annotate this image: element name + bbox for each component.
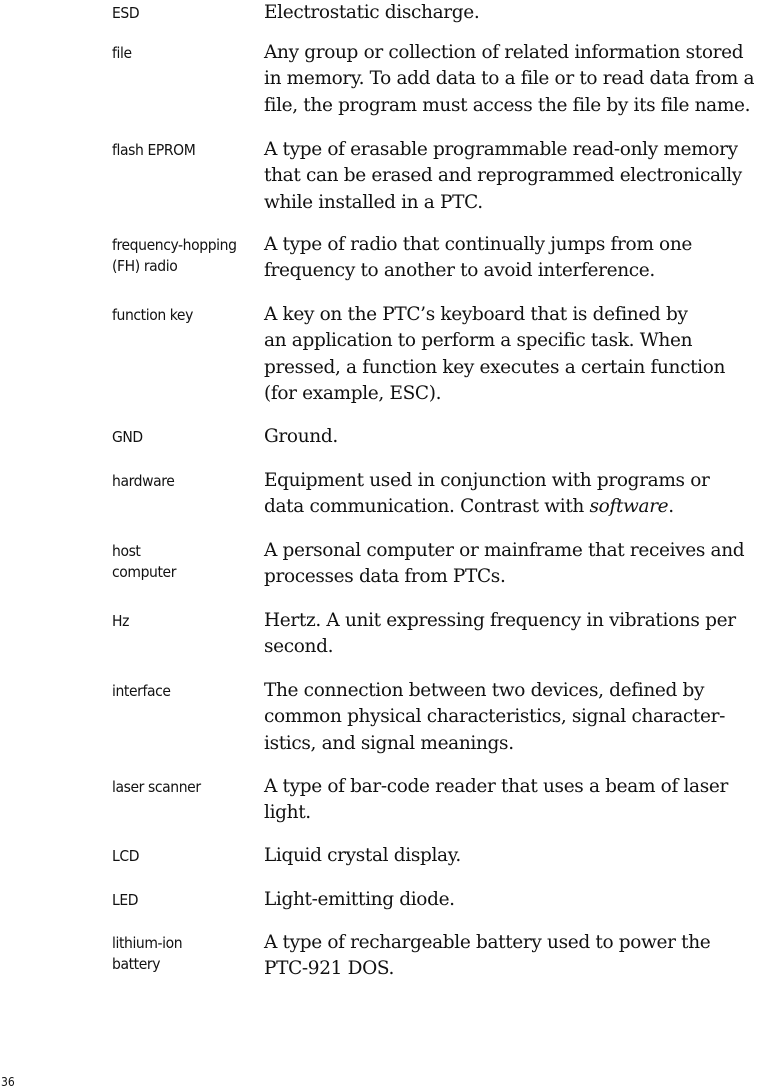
- definition-line: frequency to another to avoid interference.: [264, 260, 655, 282]
- definition-line: Ground.: [264, 426, 338, 447]
- glossary-definition: [264, 40, 777, 119]
- definition-line: A key on the PTC’s keyboard that is defined by: [264, 304, 688, 325]
- glossary-term: lithium-ion battery: [112, 934, 183, 973]
- glossary-term: host computer: [112, 542, 177, 581]
- definition-line: A type of bar-code reader that uses a beam of laser: [264, 776, 728, 797]
- definition-line: in memory. To add data to a file or to read data from a: [264, 68, 755, 90]
- definition-line: Liquid crystal display.: [264, 845, 461, 866]
- glossary-term: Hz: [112, 612, 130, 630]
- glossary-definition: [264, 930, 777, 983]
- glossary-definition: [264, 302, 777, 407]
- definition-line: istics, and signal meanings.: [264, 732, 514, 754]
- definition-line: Hertz. A unit expressing frequency in vibrations per: [264, 610, 736, 631]
- definition-line: The connection between two devices, defined by: [264, 680, 705, 701]
- definition-line: (for example, ESC).: [264, 382, 442, 404]
- definition-line: PTC-921 DOS.: [264, 958, 395, 980]
- glossary-definition: [264, 843, 777, 869]
- glossary-definition: [264, 232, 777, 285]
- glossary-term: LED: [112, 891, 139, 909]
- definition-line: second.: [264, 636, 334, 658]
- glossary-term: interface: [112, 682, 171, 700]
- definition-line: A type of radio that continually jumps from one: [264, 234, 693, 255]
- definition-line: [264, 494, 777, 520]
- definition-line: processes data from PTCs.: [264, 566, 506, 588]
- glossary-definition: [264, 137, 777, 216]
- definition-line: A type of rechargeable battery used to power the: [264, 932, 711, 953]
- definition-line: Light-emitting diode.: [264, 889, 455, 910]
- glossary-definition: [264, 678, 777, 757]
- definition-italic-term: software: [589, 496, 669, 518]
- definition-line: common physical characteristics, signal character-: [264, 706, 725, 728]
- definition-line: Electrostatic discharge.: [264, 2, 480, 23]
- definition-line: Equipment used in conjunction with programs or: [264, 470, 710, 491]
- glossary-definition: [264, 0, 777, 26]
- definition-line: A personal computer or mainframe that receives and: [264, 540, 745, 561]
- definition-line: Any group or collection of related information stored: [264, 42, 744, 63]
- glossary-term: hardware: [112, 472, 175, 490]
- definition-line: light.: [264, 802, 311, 824]
- glossary-term: function key: [112, 306, 193, 324]
- glossary-definition: [264, 468, 777, 521]
- glossary-definition: [264, 538, 777, 591]
- glossary-definition: [264, 774, 777, 827]
- definition-line: that can be erased and reprogrammed electronically: [264, 165, 742, 187]
- glossary-term: GND: [112, 428, 143, 446]
- definition-line: pressed, a function key executes a certain function: [264, 356, 726, 378]
- definition-line: file, the program must access the file by its file name.: [264, 94, 751, 116]
- glossary-term: ESD: [112, 4, 140, 22]
- page-number: 36: [1, 1075, 15, 1089]
- definition-line: an application to perform a specific task. When: [264, 330, 693, 352]
- glossary-term: laser scanner: [112, 778, 201, 796]
- definition-line: A type of erasable programmable read-only memory: [264, 139, 738, 160]
- glossary-term: LCD: [112, 847, 140, 865]
- glossary-definition: [264, 424, 777, 450]
- definition-text: data communication. Contrast with: [264, 496, 590, 518]
- glossary-term: frequency-hopping (FH) radio: [112, 236, 237, 275]
- glossary-term: flash EPROM: [112, 141, 196, 159]
- glossary-definition: [264, 887, 777, 913]
- definition-line: while installed in a PTC.: [264, 191, 483, 213]
- definition-text: .: [668, 496, 674, 518]
- glossary-definition: [264, 608, 777, 661]
- glossary-term: file: [112, 44, 132, 62]
